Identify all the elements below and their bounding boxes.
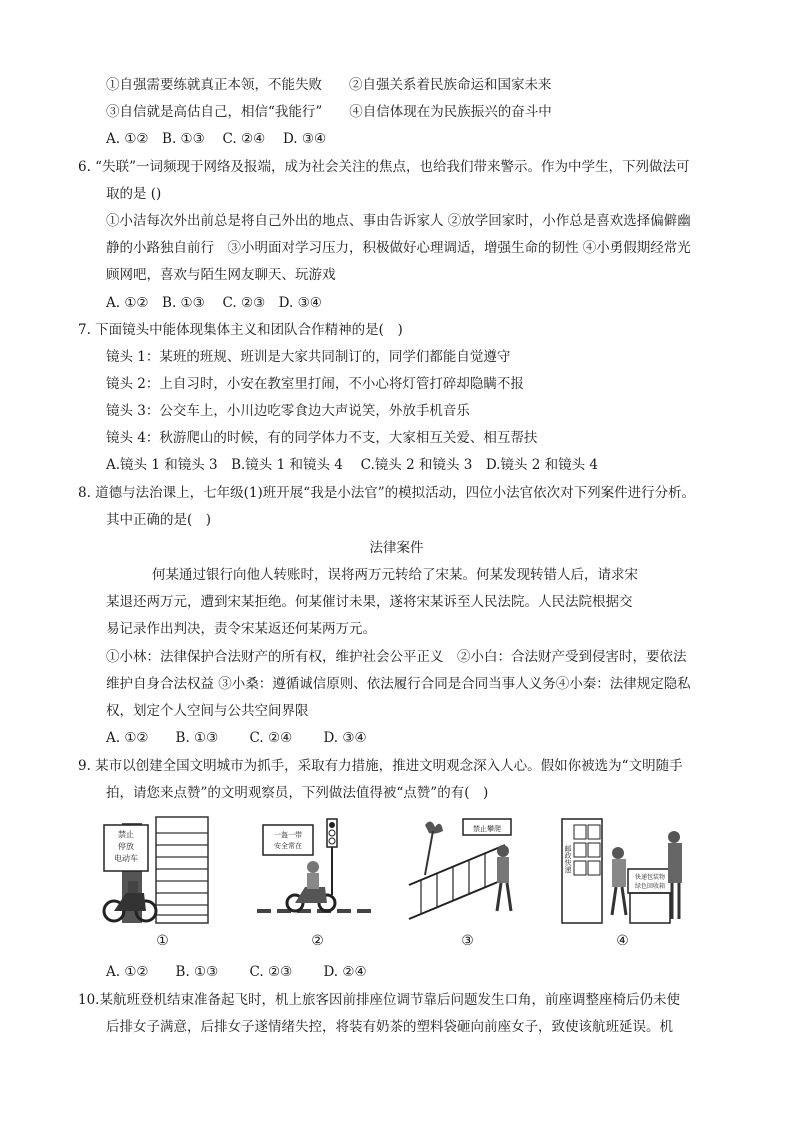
q8-options-line-1: ①小林：法律保护合法财产的所有权，维护社会公平正义 ②小白：合法财产受到侵害时，要依法 bbox=[106, 649, 687, 665]
q7-shot-1: 镜头 1：某班的班规、班训是大家共同制订的，同学们都能自觉遵守 bbox=[106, 349, 511, 365]
q9-answer-choices: A. ①② B. ①③ C. ②③ D. ②④ bbox=[106, 964, 367, 980]
q7-answer-choices: A.镜头 1 和镜头 3 B.镜头 1 和镜头 4 C.镜头 2 和镜头 3 D.镜头 2 和镜头 4 bbox=[106, 457, 599, 473]
figure-4-package-recycling bbox=[560, 815, 685, 925]
q5-answer-choices: A. ①② B. ①③ C. ②④ D. ③④ bbox=[106, 131, 327, 147]
q10-stem-line-2: 后排女子满意，后排女子遂情绪失控，将装有奶茶的塑料袋砸向前座女子，致使该航班延误。机 bbox=[106, 1019, 673, 1035]
fig4-vertical-sign: 邮政快递 bbox=[564, 845, 572, 873]
figure-3-no-climbing bbox=[405, 815, 530, 925]
fig4-sign-line-1: 快递包装物 bbox=[634, 874, 666, 881]
q9-stem-line-2: 拍，请您来点赞”的文明观察员，下列做法值得被“点赞”的有( ) bbox=[106, 785, 489, 801]
q6-options-line-1: ①小洁每次外出前总是将自己外出的地点、事由告诉家人 ②放学回家时，小作总是喜欢选择偏僻幽 bbox=[106, 213, 691, 229]
q5-options-row-1: ①自强需要练就真正本领，不能失败 ②自强关系着民族命运和国家未来 bbox=[106, 77, 552, 93]
q6-stem-line-2: 取的是 () bbox=[106, 186, 162, 202]
fig1-sign-line-3: 电动车 bbox=[114, 854, 138, 863]
q8-case-line-1: 何某通过银行向他人转账时，误将两万元转给了宋某。何某发现转错人后，请求宋 bbox=[152, 567, 638, 583]
q5-options-row-2: ③自信就是高估自己，相信“我能行” ④自信体现在为民族振兴的奋斗中 bbox=[106, 104, 552, 120]
q8-case-line-2: 某退还两万元，遭到宋某拒绝。何某催讨未果，遂将宋某诉至人民法院。人民法院根据交 bbox=[106, 594, 633, 610]
fig3-sign: 禁止攀爬 bbox=[473, 825, 501, 833]
fig2-sign-line-1: 一盔一带 bbox=[274, 831, 302, 839]
fig4-sign-line-2: 绿色回收箱 bbox=[634, 883, 666, 890]
q10-stem-line-1: 10.某航班登机结束准备起飞时，机上旅客因前排座位调节靠后问题发生口角，前座调整座椅后仍未使 bbox=[78, 992, 680, 1008]
q7-stem: 7. 下面镜头中能体现集体主义和团队合作精神的是( ) bbox=[78, 322, 403, 338]
q8-options-line-2: 维护自身合法权益 ③小桑：遵循诚信原则、依法履行合同是合同当事人义务④小秦：法律规定隐私 bbox=[106, 676, 691, 692]
fig2-sign-line-2: 安全常在 bbox=[274, 842, 302, 850]
fig1-sign-line-1: 禁止 bbox=[118, 830, 134, 839]
q7-shot-3: 镜头 3：公交车上，小川边吃零食边大声说笑，外放手机音乐 bbox=[106, 403, 470, 419]
figure-3-label: ③ bbox=[461, 933, 474, 949]
q6-answer-choices: A. ①② B. ①③ C. ②③ D. ③④ bbox=[106, 295, 322, 311]
q8-stem-line-2: 其中正确的是( ) bbox=[106, 512, 212, 528]
q8-options-line-3: 权，划定个人空间与公共空间界限 bbox=[106, 703, 309, 719]
figure-1-label: ① bbox=[156, 933, 169, 949]
q6-stem-line-1: 6. “失联”一词频现于网络及报端，成为社会关注的焦点，也给我们带来警示。作为中学生，下列做法可 bbox=[78, 159, 690, 175]
q8-case-title: 法律案件 bbox=[369, 540, 424, 556]
figure-2-helmet-rider bbox=[255, 815, 380, 925]
q7-shot-4: 镜头 4：秋游爬山的时候，有的同学体力不支，大家相互关爱、相互帮扶 bbox=[106, 430, 538, 446]
q6-options-line-3: 顾网吧，喜欢与陌生网友聊天、玩游戏 bbox=[106, 267, 336, 283]
q7-shot-2: 镜头 2：上自习时，小安在教室里打闹，不小心将灯管打碎却隐瞒不报 bbox=[106, 376, 524, 392]
figure-4-label: ④ bbox=[616, 933, 629, 949]
q8-stem-line-1: 8. 道德与法治课上，七年级(1)班开展“我是小法官”的模拟活动，四位小法官依次对下列案件进行分析。 bbox=[78, 485, 696, 501]
q8-case-line-3: 易记录作出判决，责令宋某返还何某两万元。 bbox=[106, 621, 376, 637]
figure-1-ebike-parking bbox=[100, 815, 225, 925]
figure-2-label: ② bbox=[311, 933, 324, 949]
q8-answer-choices: A. ①② B. ①③ C. ②④ D. ③④ bbox=[106, 730, 367, 746]
q9-figures bbox=[100, 815, 720, 955]
q9-stem-line-1: 9. 某市以创建全国文明城市为抓手，采取有力措施，推进文明观念深入人心。假如你被选为“文明随手 bbox=[78, 758, 683, 774]
q6-options-line-2: 静的小路独自前行 ③小明面对学习压力，积极做好心理调适，增强生命的韧性 ④小勇假期经常光 bbox=[106, 240, 691, 256]
fig1-sign-line-2: 停放 bbox=[118, 842, 134, 851]
